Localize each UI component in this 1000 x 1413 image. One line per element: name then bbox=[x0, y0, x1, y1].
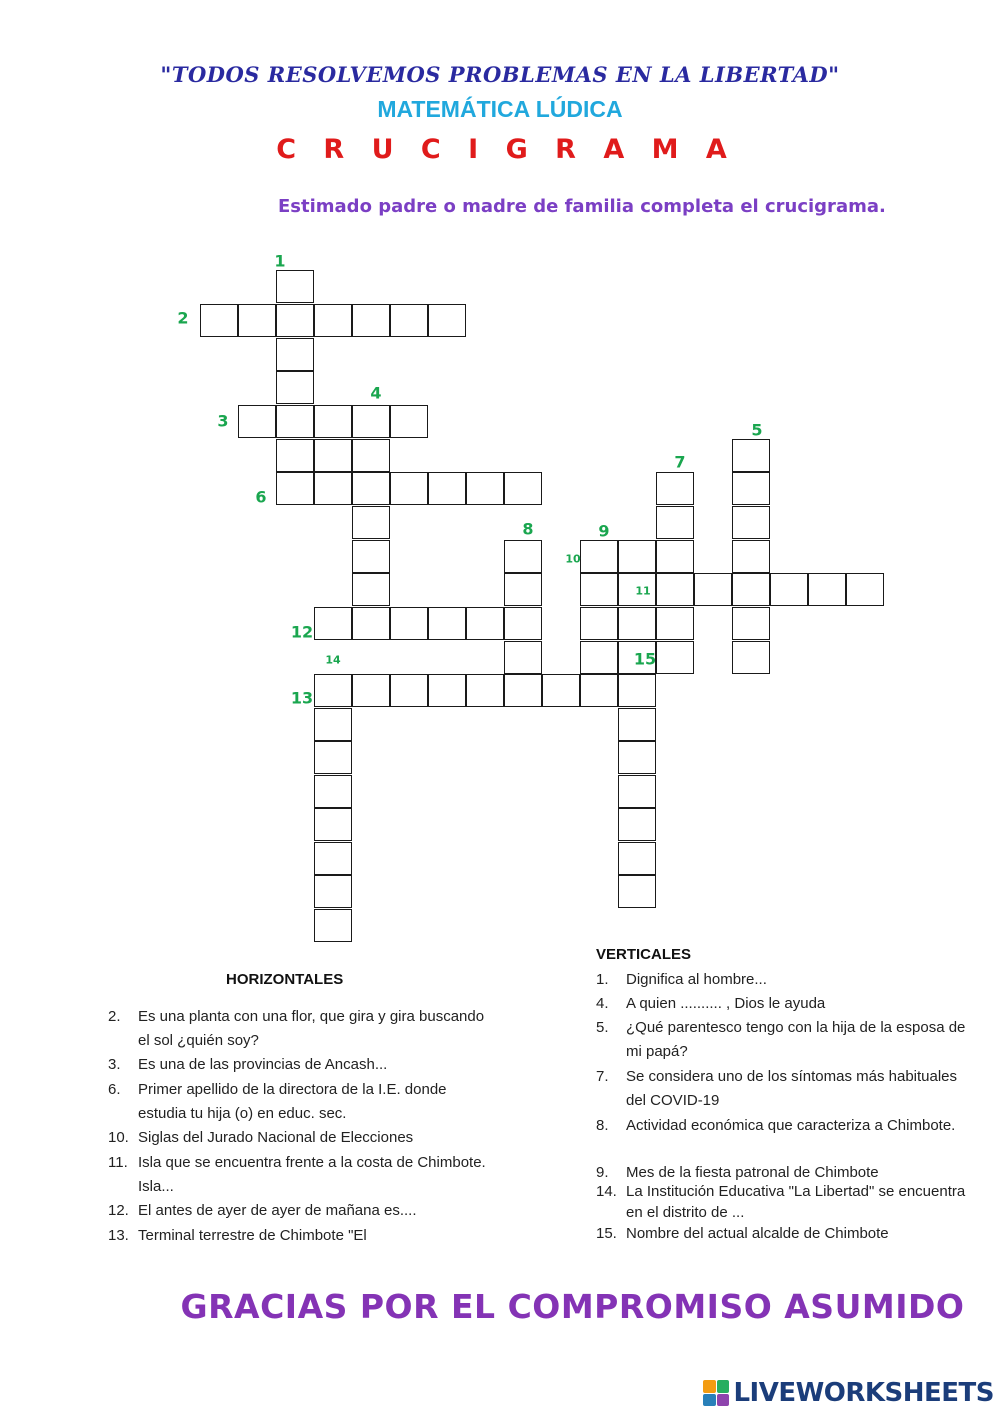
crossword-cell[interactable] bbox=[656, 506, 694, 539]
crossword-cell[interactable] bbox=[732, 573, 770, 606]
crossword-cell[interactable] bbox=[466, 607, 504, 640]
crossword-cell[interactable] bbox=[390, 607, 428, 640]
crossword-cell[interactable] bbox=[352, 304, 390, 337]
crossword-cell[interactable] bbox=[314, 472, 352, 505]
crossword-cell[interactable] bbox=[390, 405, 428, 438]
logo-tile-icon bbox=[717, 1394, 730, 1407]
brand-logo[interactable] bbox=[703, 1378, 994, 1408]
clue-number-9: 9 bbox=[598, 521, 610, 541]
crossword-cell[interactable] bbox=[314, 607, 352, 640]
crossword-cell[interactable] bbox=[390, 304, 428, 337]
crossword-cell[interactable] bbox=[238, 405, 276, 438]
crossword-cell[interactable] bbox=[808, 573, 846, 606]
verticales-heading: VERTICALES bbox=[596, 946, 692, 963]
crossword-cell[interactable] bbox=[428, 674, 466, 707]
crossword-cell[interactable] bbox=[732, 439, 770, 472]
crossword-cell[interactable] bbox=[580, 641, 618, 674]
motto-heading: "TODOS RESOLVEMOS PROBLEMAS EN LA LIBERTAD" bbox=[160, 62, 840, 87]
crossword-cell[interactable] bbox=[314, 304, 352, 337]
clue-number-12: 12 bbox=[290, 622, 314, 642]
crossword-cell[interactable] bbox=[314, 808, 352, 841]
crossword-cell[interactable] bbox=[618, 775, 656, 808]
vertical-clue: 15. Nombre del actual alcalde de Chimbote bbox=[596, 1225, 889, 1242]
crossword-cell[interactable] bbox=[504, 641, 542, 674]
crossword-cell[interactable] bbox=[314, 439, 352, 472]
crossword-cell[interactable] bbox=[770, 573, 808, 606]
crossword-cell[interactable] bbox=[504, 540, 542, 573]
vertical-clue: 4. A quien .......... , Dios le ayuda bbox=[596, 995, 826, 1012]
crossword-cell[interactable] bbox=[276, 338, 314, 371]
crossword-cell[interactable] bbox=[504, 472, 542, 505]
crossword-cell[interactable] bbox=[352, 607, 390, 640]
crossword-cell[interactable] bbox=[314, 674, 352, 707]
crossword-cell[interactable] bbox=[466, 472, 504, 505]
crossword-cell[interactable] bbox=[542, 674, 580, 707]
crossword-cell[interactable] bbox=[618, 842, 656, 875]
crossword-cell[interactable] bbox=[618, 808, 656, 841]
clue-number-2: 2 bbox=[177, 308, 189, 328]
clue-number-15: 15 bbox=[633, 649, 657, 669]
crossword-cell[interactable] bbox=[732, 540, 770, 573]
crossword-cell[interactable] bbox=[276, 304, 314, 337]
instruction-text: Estimado padre o madre de familia completa el crucigrama. bbox=[278, 196, 886, 217]
crossword-cell[interactable] bbox=[580, 607, 618, 640]
crossword-cell[interactable] bbox=[618, 875, 656, 908]
liveworksheets-logo-icon bbox=[703, 1380, 729, 1406]
logo-tile-icon bbox=[703, 1394, 716, 1407]
horizontal-clue: 2. Es una planta con una flor, que gira y gira buscando el sol ¿quién soy? bbox=[108, 1008, 485, 1049]
horizontal-clue: 13. Terminal terrestre de Chimbote "El bbox=[108, 1227, 367, 1244]
crossword-cell[interactable] bbox=[390, 472, 428, 505]
crossword-cell[interactable] bbox=[656, 607, 694, 640]
horizontal-clue: 3. Es una de las provincias de Ancash... bbox=[108, 1056, 388, 1073]
crossword-cell[interactable] bbox=[352, 674, 390, 707]
horizontal-clue: 12. El antes de ayer de ayer de mañana es.... bbox=[108, 1202, 417, 1219]
horizontal-clue: 11. Isla que se encuentra frente a la costa de Chimbote. Isla... bbox=[108, 1154, 486, 1195]
horizontal-clue: 10. Siglas del Jurado Nacional de Elecciones bbox=[108, 1129, 414, 1146]
crossword-cell[interactable] bbox=[352, 472, 390, 505]
crossword-cell[interactable] bbox=[694, 573, 732, 606]
clue-number-8: 8 bbox=[522, 519, 534, 539]
crossword-cell[interactable] bbox=[580, 674, 618, 707]
vertical-clue: 9. Mes de la fiesta patronal de Chimbote bbox=[596, 1164, 879, 1181]
vertical-clue: 7. Se considera uno de los síntomas más habituales del COVID-19 bbox=[596, 1068, 958, 1109]
crossword-cell[interactable] bbox=[732, 472, 770, 505]
crossword-cell[interactable] bbox=[276, 270, 314, 303]
clue-number-5: 5 bbox=[751, 420, 763, 440]
vertical-clue: 5. ¿Qué parentesco tengo con la hija de la esposa de mi papá? bbox=[596, 1019, 966, 1060]
vertical-clue: 8. Actividad económica que caracteriza a Chimbote. bbox=[596, 1117, 956, 1134]
crossword-cell[interactable] bbox=[314, 741, 352, 774]
logo-tile-icon bbox=[717, 1380, 730, 1393]
crossword-cell[interactable] bbox=[276, 371, 314, 404]
horizontal-clue: 6. Primer apellido de la directora de la I.E. donde estudia tu hija (o) en educ. sec. bbox=[108, 1081, 447, 1122]
crossword-cell[interactable] bbox=[314, 405, 352, 438]
crossword-cell[interactable] bbox=[314, 909, 352, 942]
crossword-cell[interactable] bbox=[618, 741, 656, 774]
horizontales-heading: HORIZONTALES bbox=[226, 971, 344, 988]
subject-heading: MATEMÁTICA LÚDICA bbox=[377, 96, 623, 122]
clue-number-1: 1 bbox=[274, 251, 286, 271]
crossword-cell[interactable] bbox=[656, 472, 694, 505]
crossword-cell[interactable] bbox=[580, 573, 618, 606]
clue-number-4: 4 bbox=[370, 383, 382, 403]
crossword-cell[interactable] bbox=[656, 540, 694, 573]
clue-number-6: 6 bbox=[255, 487, 267, 507]
crossword-cell[interactable] bbox=[390, 674, 428, 707]
crossword-cell[interactable] bbox=[352, 573, 390, 606]
crossword-cell[interactable] bbox=[428, 304, 466, 337]
crossword-cell[interactable] bbox=[352, 540, 390, 573]
crossword-cell[interactable] bbox=[314, 842, 352, 875]
clue-number-3: 3 bbox=[217, 411, 229, 431]
crossword-cell[interactable] bbox=[618, 674, 656, 707]
crossword-cell[interactable] bbox=[504, 607, 542, 640]
logo-tile-icon bbox=[703, 1380, 716, 1393]
crossword-cell[interactable] bbox=[428, 607, 466, 640]
vertical-clue: 1. Dignifica al hombre... bbox=[596, 971, 767, 988]
clue-number-10: 10 bbox=[565, 552, 581, 566]
crossword-cell[interactable] bbox=[504, 573, 542, 606]
crossword-cell[interactable] bbox=[352, 506, 390, 539]
crossword-cell[interactable] bbox=[200, 304, 238, 337]
crossword-cell[interactable] bbox=[618, 708, 656, 741]
crossword-cell[interactable] bbox=[238, 304, 276, 337]
footer-message: GRACIAS POR EL COMPROMISO ASUMIDO bbox=[180, 1287, 965, 1326]
crossword-cell[interactable] bbox=[656, 573, 694, 606]
crossword-cell[interactable] bbox=[314, 875, 352, 908]
crossword-cell[interactable] bbox=[428, 472, 466, 505]
crossword-cell[interactable] bbox=[352, 439, 390, 472]
crossword-cell[interactable] bbox=[276, 439, 314, 472]
crossword-cell[interactable] bbox=[580, 540, 618, 573]
crossword-cell[interactable] bbox=[618, 540, 656, 573]
crossword-cell[interactable] bbox=[314, 775, 352, 808]
crossword-cell[interactable] bbox=[618, 607, 656, 640]
crossword-cell[interactable] bbox=[732, 641, 770, 674]
clue-number-7: 7 bbox=[674, 452, 686, 472]
crossword-cell[interactable] bbox=[732, 506, 770, 539]
crossword-cell[interactable] bbox=[314, 708, 352, 741]
crossword-cell[interactable] bbox=[276, 472, 314, 505]
clue-number-11: 11 bbox=[635, 584, 651, 598]
vertical-clue: 14. La Institución Educativa "La Libertad" se encuentra en el distrito de ... bbox=[596, 1183, 966, 1221]
clue-number-13: 13 bbox=[290, 688, 314, 708]
crossword-cell[interactable] bbox=[504, 674, 542, 707]
crossword-cell[interactable] bbox=[352, 405, 390, 438]
crossword-cell[interactable] bbox=[656, 641, 694, 674]
crossword-cell[interactable] bbox=[732, 607, 770, 640]
page-title: C R U C I G R A M A bbox=[276, 134, 736, 165]
brand-name: LIVEWORKSHEETS bbox=[733, 1378, 994, 1408]
clue-number-14: 14 bbox=[325, 653, 341, 667]
crossword-cell[interactable] bbox=[846, 573, 884, 606]
crossword-cell[interactable] bbox=[276, 405, 314, 438]
crossword-cell[interactable] bbox=[466, 674, 504, 707]
